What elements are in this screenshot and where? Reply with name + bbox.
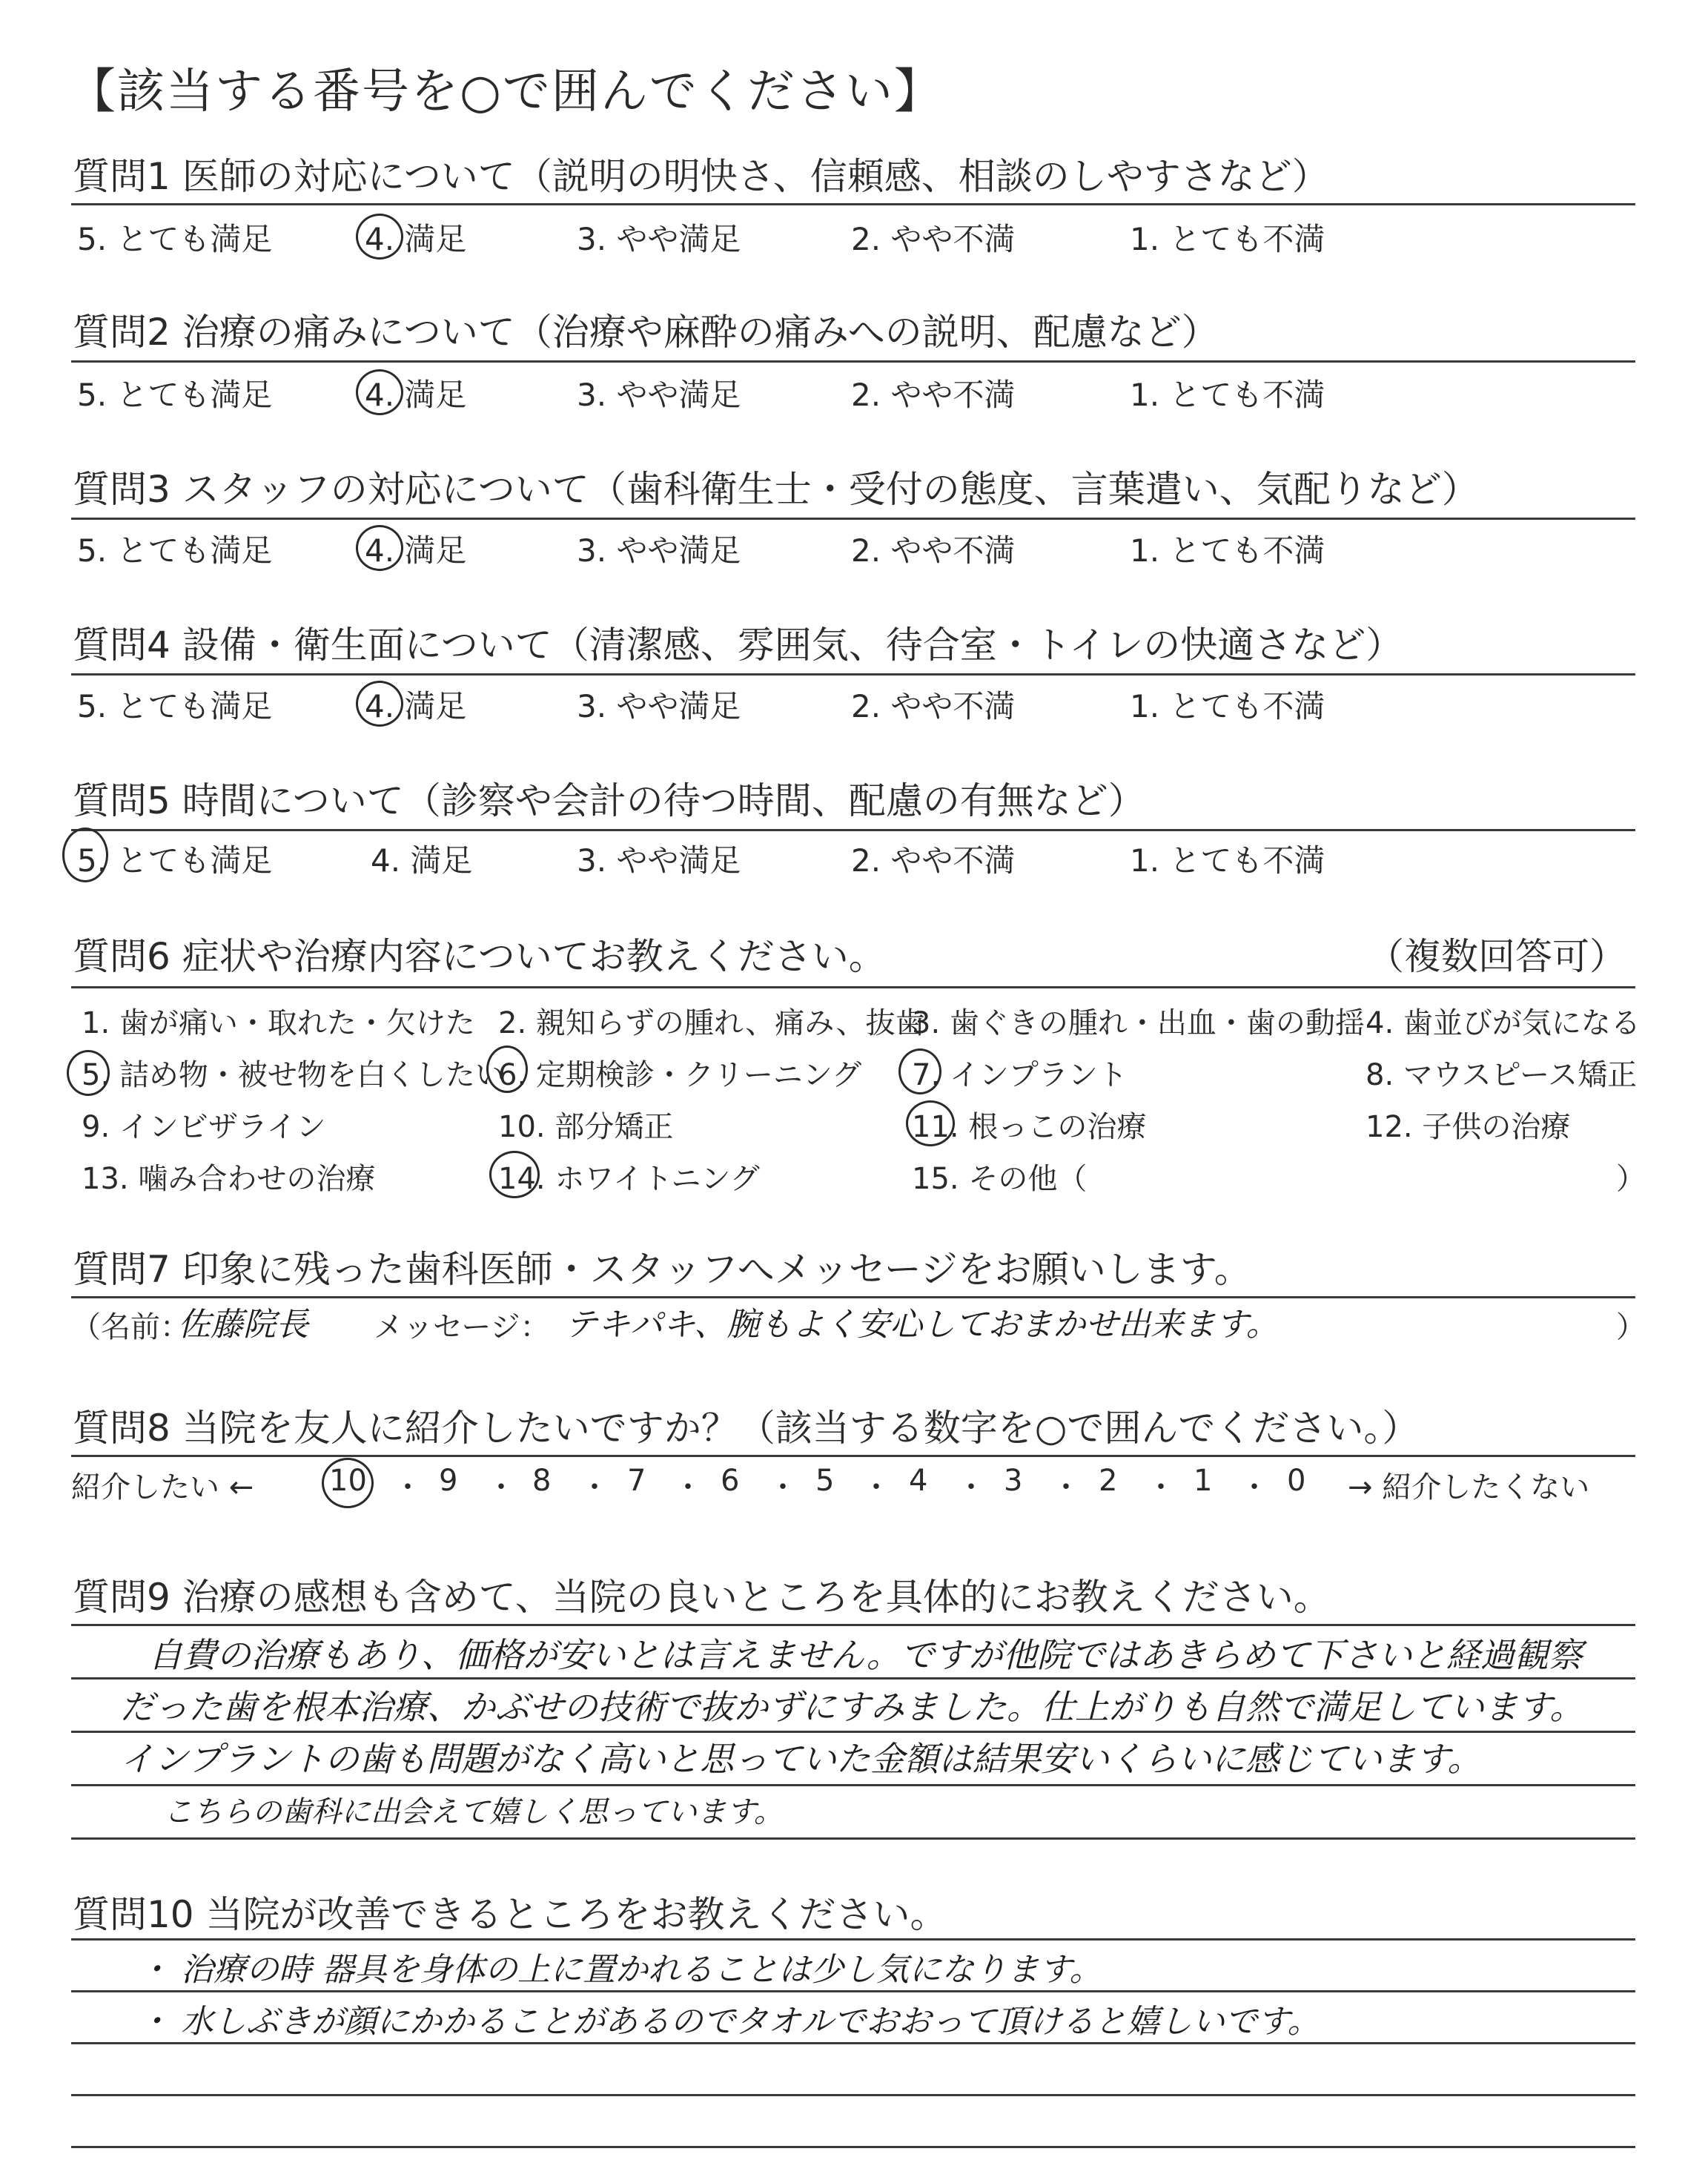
answer-line bbox=[71, 1784, 1635, 1786]
question-10-title: 質問10 当院が改善できるところをお教えください。 bbox=[73, 1893, 947, 1936]
q2-option-1[interactable]: 1. とても不満 bbox=[1130, 377, 1325, 413]
rating-2[interactable]: 2 bbox=[1099, 1464, 1118, 1498]
question-4-title: 質問4 設備・衛生面について（清潔感、雰囲気、待合室・トイレの快適さなど） bbox=[73, 624, 1403, 667]
selection-circle bbox=[356, 681, 403, 727]
selection-circle bbox=[486, 1046, 528, 1093]
rating-3[interactable]: 3 bbox=[1004, 1464, 1023, 1498]
q6-option-2[interactable]: 2. 親知らずの腫れ、痛み、抜歯 bbox=[498, 1006, 925, 1040]
divider bbox=[71, 1455, 1635, 1457]
separator-dot: ・ bbox=[393, 1470, 423, 1505]
q2-option-2[interactable]: 2. やや不満 bbox=[851, 377, 1016, 413]
separator-dot: ・ bbox=[486, 1470, 516, 1505]
divider bbox=[71, 986, 1635, 988]
answer-line bbox=[71, 2042, 1635, 2044]
q4-option-2[interactable]: 2. やや不満 bbox=[851, 688, 1016, 724]
q4-option-4[interactable]: 4. 満足 bbox=[365, 688, 467, 724]
rating-7[interactable]: 7 bbox=[627, 1464, 646, 1498]
selection-circle bbox=[62, 828, 108, 882]
q2-option-5[interactable]: 5. とても満足 bbox=[77, 377, 273, 413]
q6-option-3[interactable]: 3. 歯ぐきの腫れ・出血・歯の動揺 bbox=[912, 1006, 1365, 1040]
q5-option-2[interactable]: 2. やや不満 bbox=[851, 842, 1016, 879]
divider bbox=[71, 203, 1635, 205]
q3-option-2[interactable]: 2. やや不満 bbox=[851, 532, 1016, 569]
rating-8[interactable]: 8 bbox=[532, 1464, 552, 1498]
q10-answer-line-2: ・ 水しぶきが顔にかかることがあるのでタオルでおおって頂けると嬉しいです。 bbox=[138, 2003, 1320, 2041]
q3-option-1[interactable]: 1. とても不満 bbox=[1130, 532, 1325, 569]
selection-circle bbox=[898, 1048, 941, 1094]
q2-option-3[interactable]: 3. やや満足 bbox=[577, 377, 741, 413]
q5-option-3[interactable]: 3. やや満足 bbox=[577, 842, 741, 879]
selection-circle bbox=[489, 1151, 540, 1198]
q1-option-1[interactable]: 1. とても不満 bbox=[1130, 221, 1325, 257]
q6-option-7[interactable]: 7. インプラント bbox=[912, 1058, 1128, 1092]
selection-circle bbox=[67, 1050, 110, 1096]
q5-option-4[interactable]: 4. 満足 bbox=[371, 842, 473, 879]
selection-circle bbox=[906, 1100, 955, 1146]
rating-10[interactable]: 10 bbox=[329, 1464, 367, 1498]
divider bbox=[71, 360, 1635, 363]
separator-dot: ・ bbox=[673, 1470, 703, 1505]
question-2-title: 質問2 治療の痛みについて（治療や麻酔の痛みへの説明、配慮など） bbox=[73, 311, 1219, 354]
multiple-answer-note: （複数回答可） bbox=[1367, 935, 1626, 978]
rating-9[interactable]: 9 bbox=[439, 1464, 458, 1498]
q5-option-5[interactable]: 5. とても満足 bbox=[77, 842, 273, 879]
selection-circle bbox=[356, 214, 403, 260]
q1-option-2[interactable]: 2. やや不満 bbox=[851, 221, 1016, 257]
page-title: 【該当する番号を○で囲んでください】 bbox=[68, 65, 943, 119]
divider bbox=[71, 673, 1635, 676]
question-1-title: 質問1 医師の対応について（説明の明快さ、信頼感、相談のしやすさなど） bbox=[73, 155, 1329, 198]
question-6-title: 質問6 症状や治療内容についてお教えください。 bbox=[73, 935, 886, 978]
q10-answer-line-1: ・ 治療の時 器具を身体の上に置かれることは少し気になります。 bbox=[138, 1951, 1102, 1989]
answer-line bbox=[71, 1938, 1635, 1941]
answer-line bbox=[71, 2146, 1635, 2148]
divider bbox=[71, 518, 1635, 520]
selection-circle bbox=[322, 1458, 374, 1508]
q4-option-1[interactable]: 1. とても不満 bbox=[1130, 688, 1325, 724]
question-5-title: 質問5 時間について（診察や会計の待つ時間、配慮の有無など） bbox=[73, 779, 1145, 822]
question-7-title: 質問7 印象に残った歯科医師・スタッフへメッセージをお願いします。 bbox=[73, 1248, 1251, 1291]
name-label: （名前： bbox=[71, 1310, 190, 1344]
selection-circle bbox=[356, 525, 403, 571]
q9-answer-line-1: 自費の治療もあり、価格が安いとは言えません。ですが他院ではあきらめて下さいと経過観察 bbox=[148, 1635, 1583, 1675]
q9-answer-line-4: こちらの歯科に出会えて嬉しく思っています。 bbox=[163, 1795, 784, 1829]
rating-5[interactable]: 5 bbox=[815, 1464, 835, 1498]
separator-dot: ・ bbox=[580, 1470, 609, 1505]
selection-circle bbox=[356, 369, 403, 415]
rating-4[interactable]: 4 bbox=[909, 1464, 928, 1498]
q9-answer-line-2: だった歯を根本治療、かぶせの技術で抜かずにすみました。仕上がりも自然で満足しています。 bbox=[120, 1687, 1584, 1727]
answer-line bbox=[71, 1837, 1635, 1840]
answer-line bbox=[71, 2094, 1635, 2096]
separator-dot: ・ bbox=[861, 1470, 891, 1505]
question-3-title: 質問3 スタッフの対応について（歯科衛生士・受付の態度、言葉遣い、気配りなど） bbox=[73, 468, 1479, 511]
q6-option-11[interactable]: 11. 根っこの治療 bbox=[912, 1110, 1147, 1144]
answer-line bbox=[71, 1677, 1635, 1680]
recommend-right-label: → 紹介したくない bbox=[1348, 1470, 1590, 1505]
q3-option-3[interactable]: 3. やや満足 bbox=[577, 532, 741, 569]
q3-option-4[interactable]: 4. 満足 bbox=[365, 532, 467, 569]
q4-option-5[interactable]: 5. とても満足 bbox=[77, 688, 273, 724]
separator-dot: ・ bbox=[1051, 1470, 1081, 1505]
handwritten-message: テキパキ、腕もよく安心しておまかせ出来ます。 bbox=[565, 1306, 1279, 1344]
q6-option-4[interactable]: 4. 歯並びが気になる bbox=[1366, 1006, 1641, 1040]
q6-option-9[interactable]: 9. インビザライン bbox=[82, 1110, 326, 1144]
q6-option-6[interactable]: 6. 定期検診・クリーニング bbox=[498, 1058, 862, 1092]
q3-option-5[interactable]: 5. とても満足 bbox=[77, 532, 273, 569]
separator-dot: ・ bbox=[1239, 1470, 1269, 1505]
handwritten-name: 佐藤院長 bbox=[178, 1306, 308, 1344]
q6-option-13[interactable]: 13. 噛み合わせの治療 bbox=[82, 1162, 376, 1196]
rating-6[interactable]: 6 bbox=[721, 1464, 740, 1498]
q5-option-1[interactable]: 1. とても不満 bbox=[1130, 842, 1325, 879]
q1-option-3[interactable]: 3. やや満足 bbox=[577, 221, 741, 257]
recommend-left-label: 紹介したい ← bbox=[71, 1470, 254, 1505]
q6-option-5[interactable]: 5. 詰め物・被せ物を白くしたい bbox=[82, 1058, 505, 1092]
q6-option-12[interactable]: 12. 子供の治療 bbox=[1366, 1110, 1571, 1144]
q4-option-3[interactable]: 3. やや満足 bbox=[577, 688, 741, 724]
message-label: メッセージ： bbox=[374, 1310, 550, 1344]
q6-other-close-paren: ） bbox=[1616, 1162, 1646, 1196]
divider bbox=[71, 829, 1635, 831]
q2-option-4[interactable]: 4. 満足 bbox=[365, 377, 467, 413]
question-9-title: 質問9 治療の感想も含めて、当院の良いところを具体的にお教えください。 bbox=[73, 1576, 1331, 1619]
q6-option-14[interactable]: 14. ホワイトニング bbox=[498, 1162, 760, 1196]
separator-dot: ・ bbox=[1146, 1470, 1176, 1505]
message-close-paren: ） bbox=[1616, 1310, 1646, 1344]
rating-0[interactable]: 0 bbox=[1287, 1464, 1306, 1498]
answer-line bbox=[71, 1990, 1635, 1992]
q6-option-15[interactable]: 15. その他（ bbox=[912, 1162, 1088, 1196]
q1-option-4[interactable]: 4. 満足 bbox=[365, 221, 467, 257]
question-8-title: 質問8 当院を友人に紹介したいですか？（該当する数字を○で囲んでください。） bbox=[73, 1407, 1420, 1450]
rating-1[interactable]: 1 bbox=[1194, 1464, 1213, 1498]
q6-option-1[interactable]: 1. 歯が痛い・取れた・欠けた bbox=[82, 1006, 475, 1040]
q9-answer-line-3: インプラントの歯も問題がなく高いと思っていた金額は結果安いくらいに感じています。 bbox=[120, 1739, 1482, 1779]
answer-line bbox=[71, 1624, 1635, 1626]
q6-option-8[interactable]: 8. マウスピース矯正 bbox=[1366, 1058, 1638, 1092]
separator-dot: ・ bbox=[956, 1470, 986, 1505]
q6-option-10[interactable]: 10. 部分矯正 bbox=[498, 1110, 674, 1144]
q1-option-5[interactable]: 5. とても満足 bbox=[77, 221, 273, 257]
separator-dot: ・ bbox=[768, 1470, 798, 1505]
